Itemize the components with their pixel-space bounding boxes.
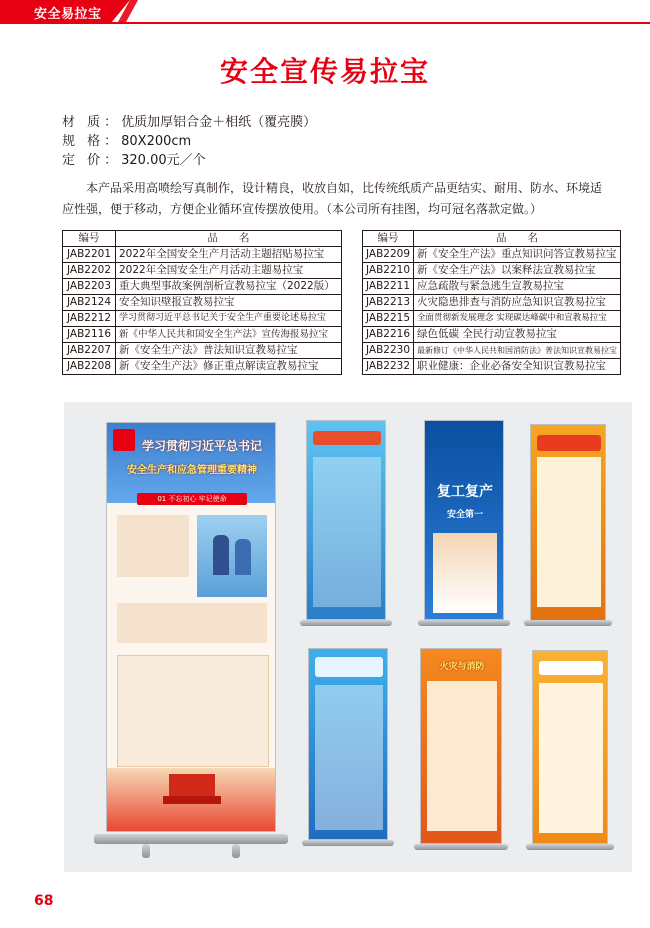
product-code: JAB2209 (363, 247, 414, 263)
banner-main-footer (107, 768, 276, 832)
banner-resume-work (424, 420, 504, 620)
column-header-code: 编号 (363, 231, 414, 247)
banner-stand (300, 620, 392, 626)
table-row (363, 279, 621, 295)
product-name: 应急疏散与紧急逃生宣教易拉宝 (414, 279, 621, 295)
column-header-name: 品 名 (414, 231, 621, 247)
product-code: JAB2202 (63, 263, 116, 279)
table-row (363, 359, 621, 375)
product-code: JAB2208 (63, 359, 116, 375)
page-title: 安全宣传易拉宝 (219, 55, 430, 88)
banner-main-title2: 安全生产和应急管理重要精神 (127, 465, 257, 476)
banner-stand (524, 620, 612, 626)
product-name: 2022年全国安全生产月活动主题易拉宝 (116, 263, 342, 279)
product-code: JAB2210 (363, 263, 414, 279)
banner-main-paragraph (117, 603, 267, 643)
banner-resume-sub: 安全第一 (446, 510, 483, 520)
table-header-row (363, 231, 621, 247)
product-code: JAB2211 (363, 279, 414, 295)
table-row (363, 263, 621, 279)
product-name: 新《安全生产法》重点知识问答宣教易拉宝 (414, 247, 621, 263)
stand-foot (142, 844, 150, 858)
table-row (63, 343, 342, 359)
table-row (63, 311, 342, 327)
banner-safety-law (308, 648, 388, 840)
banner-main-points (117, 655, 269, 767)
banner-stand (526, 844, 614, 850)
product-name: 新《安全生产法》以案释法宣教易拉宝 (414, 263, 621, 279)
product-code: JAB2216 (363, 327, 414, 343)
banner-fire-title: 火灾与消防 (439, 662, 485, 672)
spec-material: 材 质：优质加厚铝合金＋相纸（覆亮膜） (62, 115, 317, 130)
table-row (63, 263, 342, 279)
product-code: JAB2215 (363, 311, 414, 327)
product-code: JAB2124 (63, 295, 116, 311)
product-description: 本产品采用高喷绘写真制作，设计精良，收放自如，比传统纸质产品更结实、耐用、防水、环境适应性强，便于移动，方便企业循环宣传摆放使用。（本公司所有挂图，均可冠名落款定做。） (62, 181, 603, 216)
banner-occupational-health (532, 650, 608, 844)
section-label: 安全易拉宝 (34, 7, 102, 22)
product-code: JAB2230 (363, 343, 414, 359)
banner-fire (420, 648, 502, 844)
column-header-name: 品 名 (116, 231, 342, 247)
product-code: JAB2212 (63, 311, 116, 327)
banner-main-title1: 学习贯彻习近平总书记 (141, 439, 262, 453)
product-name: 新《安全生产法》修正重点解读宣教易拉宝 (116, 359, 342, 375)
banner-stand (418, 620, 510, 626)
product-name: 绿色低碳 全民行动宣教易拉宝 (414, 327, 621, 343)
banner-main-text-block (117, 515, 189, 577)
product-code: JAB2232 (363, 359, 414, 375)
table-row (363, 311, 621, 327)
table-header-row (63, 231, 342, 247)
product-name: 新《安全生产法》普法知识宣教易拉宝 (116, 343, 342, 359)
banner-stand (414, 844, 508, 850)
table-row (363, 247, 621, 263)
table-row (363, 327, 621, 343)
banner-knowledge (530, 424, 606, 622)
banner-main-illustration (197, 515, 267, 597)
table-row (63, 247, 342, 263)
table-row (363, 295, 621, 311)
spec-price: 定 价：320.00元／个 (62, 153, 206, 168)
banner-stand (302, 840, 394, 846)
header-rule (0, 22, 650, 24)
spec-size: 规 格：80X200cm (62, 134, 192, 149)
product-code: JAB2207 (63, 343, 116, 359)
banner-main-section: 01 不忘初心 牢记使命 (137, 493, 247, 505)
table-row (63, 279, 342, 295)
product-code: JAB2201 (63, 247, 116, 263)
product-name: 火灾隐患排查与消防应急知识宣教易拉宝 (414, 295, 621, 311)
table-row (363, 343, 621, 359)
product-name: 新《中华人民共和国安全生产法》宣传海报易拉宝 (116, 327, 342, 343)
product-table-left (62, 230, 342, 375)
product-name: 最新修订《中华人民共和国消防法》普法知识宣教易拉宝 (414, 343, 621, 359)
product-code: JAB2213 (363, 295, 414, 311)
header-bar (0, 0, 650, 22)
banner-main (106, 422, 276, 832)
banner-evacuation (306, 420, 386, 620)
banner-main-stand (94, 834, 288, 844)
product-name: 全面贯彻新发展理念 实现碳达峰碳中和宣教易拉宝 (414, 311, 621, 327)
product-name: 职业健康：企业必备安全知识宣教易拉宝 (414, 359, 621, 375)
stand-foot (232, 844, 240, 858)
product-name: 学习贯彻习近平总书记关于安全生产重要论述易拉宝 (116, 311, 342, 327)
product-code: JAB2116 (63, 327, 116, 343)
product-code: JAB2203 (63, 279, 116, 295)
column-header-code: 编号 (63, 231, 116, 247)
product-name: 安全知识壁报宣教易拉宝 (116, 295, 342, 311)
product-photo (64, 402, 632, 872)
product-table-right (362, 230, 621, 375)
table-row (63, 327, 342, 343)
table-row (63, 295, 342, 311)
page-number: 68 (34, 893, 54, 909)
table-row (63, 359, 342, 375)
product-name: 2022年全国安全生产月活动主题招贴易拉宝 (116, 247, 342, 263)
banner-resume-title: 复工复产 (437, 484, 493, 500)
product-name: 重大典型事故案例剖析宣教易拉宝（2022版） (116, 279, 342, 295)
